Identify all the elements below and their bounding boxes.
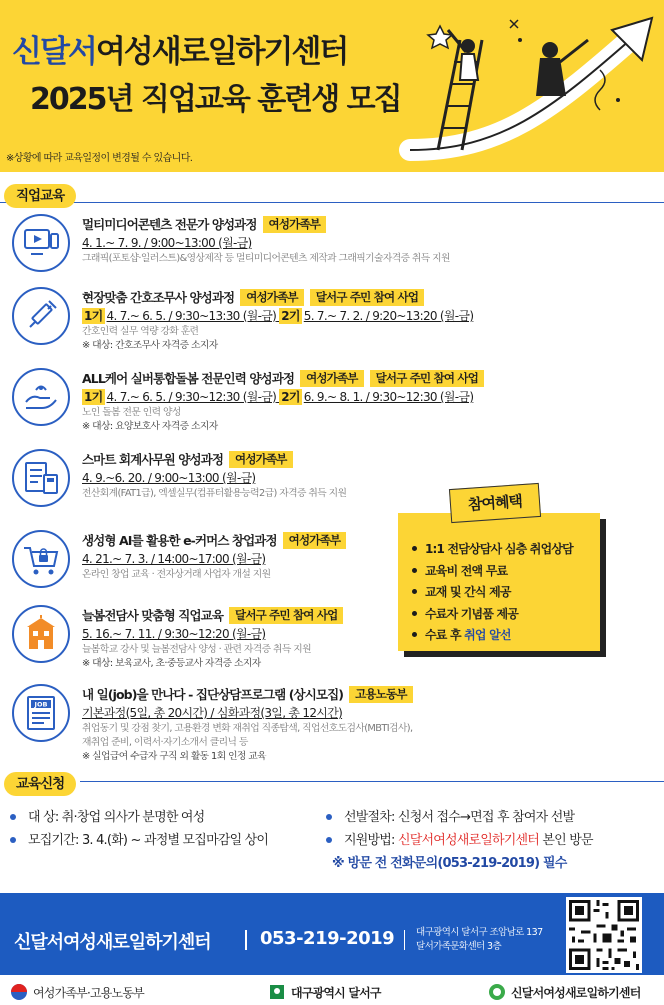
benefit-item: 교육비 전액 무료 — [412, 561, 600, 583]
footer-divider — [245, 930, 247, 950]
benefit-item: 수료 후 취업 알선 — [412, 625, 600, 647]
footer-center-name: 신달서여성새로일하기센터 — [14, 932, 211, 953]
course-note: ※ 대상: 보육교사, 초·중등교사 자격증 소지자 — [82, 658, 261, 669]
course-tag: 달서구 주민 참여 사업 — [229, 607, 343, 624]
course-schedule: 기본과정(5일, 총 20시간) / 심화과정(3일, 총 12시간) — [82, 706, 343, 720]
phase-date: 4. 7.~ 6. 5. / 9:30~13:30 (월-금) — [106, 309, 277, 323]
school-building-icon — [12, 605, 70, 663]
course-tag: 여성가족부 — [240, 289, 304, 306]
job-newspaper-icon — [12, 684, 70, 742]
course-schedule: 4. 1.~ 7. 9. / 9:00~13:00 (월-금) — [82, 236, 252, 250]
section-divider — [0, 202, 664, 203]
course-description: 노인 돌봄 전문 인력 양성 — [82, 407, 181, 418]
phase-label: 1기 — [84, 309, 103, 323]
apply-info-left — [10, 806, 268, 852]
footer-address: 대구광역시 달서구 조암남로 137 달서가족문화센터 3층 — [416, 927, 543, 952]
apply-period: 모집기간: 3. 4.(화) ~ 과정별 모집마감일 상이 — [10, 829, 268, 852]
course-title: 내 일(job)을 만나다 - 집단상담프로그램 (상시모집) — [82, 687, 344, 702]
benefits-box — [398, 513, 606, 657]
course-title: 현장맞춤 간호조무사 양성과정 — [82, 290, 235, 305]
course-schedule: 4. 21.~ 7. 3. / 14:00~17:00 (월-금) — [82, 552, 266, 566]
success-ladder-illustration — [390, 0, 664, 172]
benefits-list — [412, 539, 600, 647]
syringe-icon — [12, 287, 70, 345]
title-highlight: 신달서 — [12, 34, 96, 70]
benefits-panel — [398, 513, 600, 651]
course-schedule — [82, 307, 652, 325]
care-hands-icon — [12, 368, 70, 426]
course-tag: 달서구 주민 참여 사업 — [370, 370, 484, 387]
footer-org-center: 신달서여성새로일하기센터 — [488, 983, 641, 1001]
course-description: 그래픽(포토샵·일러스트)&영상제작 등 멀티미디어콘텐츠 제작과 그래픽기술자격증 취득 지원 — [82, 253, 450, 264]
bullet-icon — [326, 837, 332, 843]
course-note: ※ 대상: 요양보호사 자격증 소지자 — [82, 421, 218, 432]
course-tag: 여성가족부 — [229, 451, 293, 468]
center-logo-icon — [488, 983, 506, 1001]
course-description: 늘봄학교 강사 및 늘봄전담사 양성 · 관련 자격증 취득 지원 — [82, 644, 312, 655]
phase-date: 6. 9.~ 8. 1. / 9:30~12:30 (월-금) — [303, 390, 474, 404]
section-label-apply: 교육신청 — [4, 772, 76, 796]
bullet-icon — [326, 814, 332, 820]
course-schedule — [82, 388, 652, 406]
bullet-icon — [412, 568, 417, 573]
schedule-notice: ※상황에 따라 교육일정이 변경될 수 있습니다. — [6, 153, 193, 164]
course-title: ALL케어 실버통합돌봄 전문인력 양성과정 — [82, 371, 295, 386]
phase-date: 4. 7.~ 6. 5. / 9:30~12:30 (월-금) — [106, 390, 277, 404]
course-note: ※ 실업급여 수급자 구직 외 활동 1회 인정 교육 — [82, 751, 267, 762]
bullet-icon — [412, 611, 417, 616]
course-description: 온라인 창업 교육 · 전자상거래 사업자 개설 지원 — [82, 569, 271, 580]
title-rest: 여성새로일하기센터 — [95, 34, 348, 70]
footer-phone: 053-219-2019 — [260, 928, 395, 949]
header-banner — [0, 0, 664, 172]
benefits-label: 참여혜택 — [449, 483, 541, 523]
phase-label: 2기 — [281, 390, 300, 404]
benefit-item: 1:1 전담상담사 심층 취업상담 — [412, 539, 600, 561]
shopping-cart-icon — [12, 530, 70, 588]
course-tag: 여성가족부 — [263, 216, 327, 233]
svg-text:JOB: JOB — [34, 700, 48, 709]
multimedia-icon — [12, 214, 70, 272]
footer-org-dalseo: 대구광역시 달서구 — [268, 983, 381, 1001]
page-subtitle: 2025년 직업교육 훈련생 모집 — [30, 82, 401, 117]
course-tag: 달서구 주민 참여 사업 — [310, 289, 424, 306]
course-schedule: 4. 9.~6. 20. / 9:00~13:00 (월-금) — [82, 471, 256, 485]
phase-date: 5. 7.~ 7. 2. / 9:20~13:20 (월-금) — [303, 309, 474, 323]
footer-divider — [404, 930, 405, 950]
apply-method: 지원방법: 신달서여성새로일하기센터 본인 방문 — [326, 829, 593, 852]
course-description: 간호인력 실무 역량 강화 훈련 — [82, 326, 199, 337]
apply-process: 선발절차: 신청서 접수→면접 후 참여자 선발 — [326, 806, 593, 829]
course-title: 멀티미디어콘텐츠 전문가 양성과정 — [82, 217, 257, 232]
dalseo-logo-icon — [268, 983, 286, 1001]
page-title — [12, 26, 347, 71]
course-title: 스마트 회계사무원 양성과정 — [82, 452, 224, 467]
course-tag: 여성가족부 — [300, 370, 364, 387]
course-title: 생성형 AI를 활용한 e-커머스 창업과정 — [82, 533, 277, 548]
course-description-cont: 재취업 준비, 이력서·자기소개서 클리닉 등 — [82, 737, 248, 748]
phase-label: 2기 — [281, 309, 300, 323]
course-tag: 고용노동부 — [349, 686, 413, 703]
bullet-icon — [412, 632, 417, 637]
qr-code[interactable] — [566, 897, 642, 973]
ministry-logo-icon — [10, 983, 28, 1001]
bullet-icon — [10, 814, 16, 820]
course-tag: 여성가족부 — [283, 532, 347, 549]
course-note: ※ 대상: 간호조무사 자격증 소지자 — [82, 340, 218, 351]
section-label-courses: 직업교육 — [4, 184, 76, 208]
benefit-item: 수료자 기념품 제공 — [412, 604, 600, 626]
course-schedule: 5. 16.~ 7. 11. / 9:30~12:20 (월-금) — [82, 627, 266, 641]
phase-label: 1기 — [84, 390, 103, 404]
section-divider — [80, 781, 664, 782]
course-description: 취업동기 및 강점 찾기, 고용환경 변화 재취업 직종탐색, 직업선호도검사(MBTI검사), — [82, 723, 413, 734]
bullet-icon — [412, 589, 417, 594]
benefit-item: 교재 및 간식 제공 — [412, 582, 600, 604]
accounting-icon — [12, 449, 70, 507]
footer-org-ministry: 여성가족부·고용노동부 — [10, 983, 144, 1001]
course-title: 늘봄전담사 맞춤형 직업교육 — [82, 608, 224, 623]
apply-info-right — [326, 806, 593, 875]
course-description: 전산회계(FAT1급), 엑셀실무(컴퓨터활용능력2급) 자격증 취득 지원 — [82, 488, 347, 499]
bullet-icon — [412, 546, 417, 551]
apply-call-note: ※ 방문 전 전화문의(053-219-2019) 필수 — [332, 856, 567, 871]
bullet-icon — [10, 837, 16, 843]
apply-target: 대 상: 취·창업 의사가 분명한 여성 — [10, 806, 268, 829]
